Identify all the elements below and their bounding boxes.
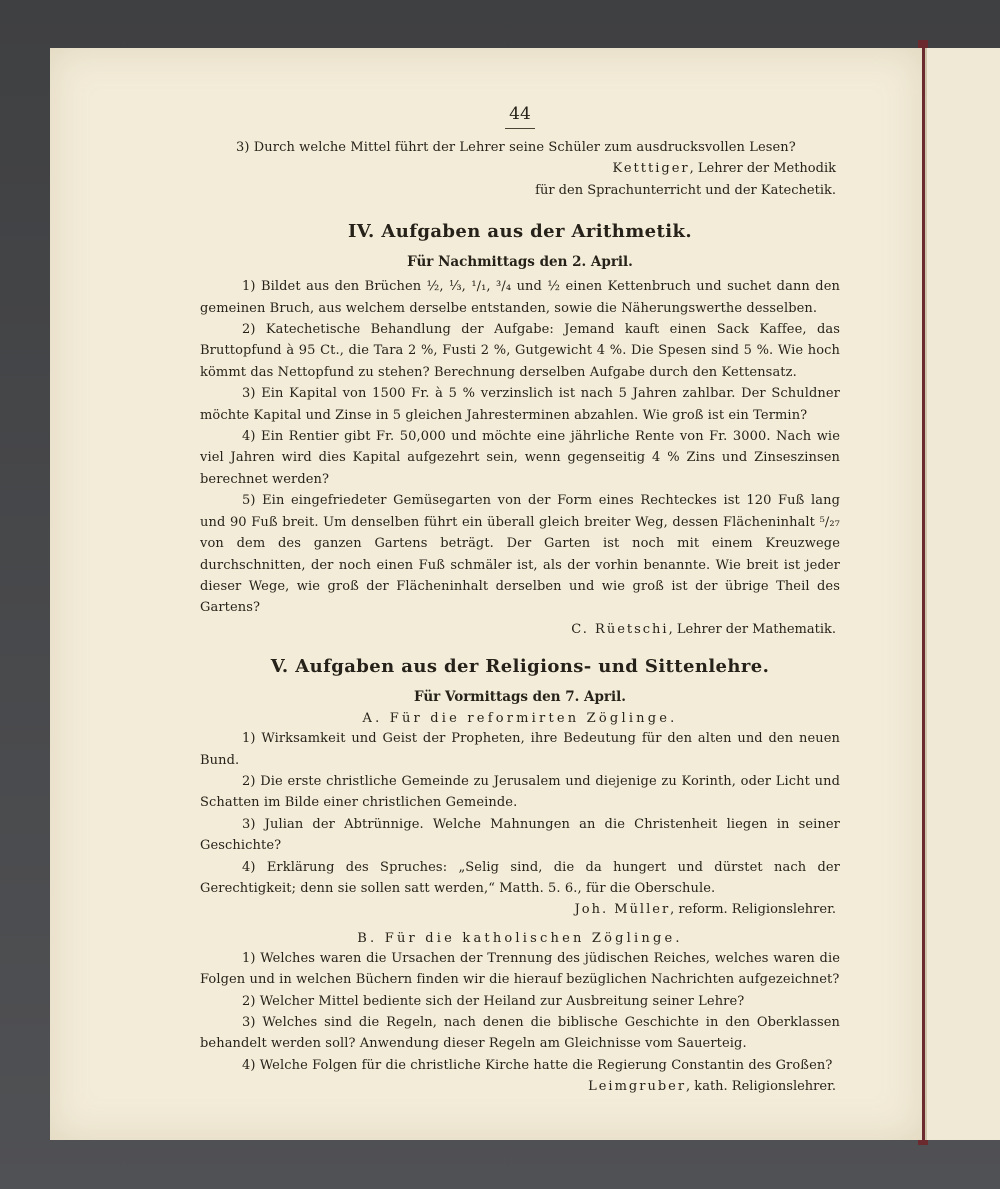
page-number-ornament: [505, 126, 535, 129]
sub-a-title: Für die reformirten Zöglinge.: [389, 711, 678, 727]
section-v-heading: V. Aufgaben aus der Religions- und Sittenlehre.: [270, 656, 770, 678]
author-name: Leimgruber: [588, 1079, 687, 1095]
sub-a-label: A.: [362, 711, 383, 727]
page-content: [200, 104, 840, 1100]
sub-b-heading: [200, 931, 840, 946]
arith-item-2: 2) Katechetische Behandlung der Aufgabe: Jemand kauft einen Sack Kaffee, das Bruttopfund à 95 Ct., die Tara 2 %, Fusti 2 %, Gutgewicht 4 %. Die Spesen sind 5 %. Wie hoch kömmt das Nettopfund zu stehen? Berechnung derselben Aufgabe durch den Kettensatz.: [200, 322, 840, 380]
sub-b-label: B.: [357, 930, 378, 946]
facing-page-edge: [925, 48, 1000, 1140]
rel-a-item-3: 3) Julian der Abtrünnige. Welche Mahnungen an die Christenheit liegen in seiner Geschichte?: [200, 816, 840, 854]
arith-item-4: 4) Ein Rentier gibt Fr. 50,000 und möchte eine jährliche Rente von Fr. 3000. Nach wie viel Jahren wird dies Kapital aufgezehrt sein, wenn gegenseitig 4 % Zins und Zinseszinsen berechnet werden?: [200, 429, 840, 487]
section-iv-session: Für Nachmittags den 2. April.: [407, 254, 633, 271]
page-number: 44: [509, 104, 531, 124]
rel-b-item-2: 2) Welcher Mittel bediente sich der Heiland zur Ausbreitung seiner Lehre?: [242, 993, 745, 1009]
sub-a-author: [200, 899, 840, 920]
author-role: , Lehrer der Mathematik.: [668, 621, 836, 637]
arith-item-3: 3) Ein Kapital von 1500 Fr. à 5 % verzinslich ist nach 5 Jahren zahlbar. Der Schuldner möchte Kapital und Zinse in 5 gleichen Jahresterminen abzahlen. Wie groß ist ein Termin?: [200, 386, 840, 423]
author-name: Ketttiger: [612, 161, 690, 177]
author-name: Joh. Müller: [574, 902, 671, 918]
rel-b-item-3: 3) Welches sind die Regeln, nach denen die biblische Geschichte in den Oberklassen behandelt werden soll? Anwendung dieser Regeln am Gleichnisse vom Sauerteig.: [200, 1015, 840, 1052]
sub-b-author: [200, 1076, 840, 1097]
sub-b-title: Für die katholischen Zöglinge.: [384, 930, 683, 946]
rel-a-item-4: 4) Erklärung des Spruches: „Selig sind, die da hungert und dürstet nach der Gerechtigkeit; denn sie sollen satt werden,“ Matth. 5. 6., für die Oberschule.: [200, 859, 840, 896]
section-iv-author: [200, 619, 840, 640]
top-question-author-role-2: für den Sprachunterricht und der Katechetik.: [535, 182, 836, 198]
author-name: C. Rüetschi: [571, 621, 669, 637]
author-role: , kath. Religionslehrer.: [686, 1079, 836, 1095]
section-v-session: Für Vormittags den 7. April.: [413, 689, 627, 706]
rel-b-item-1: 1) Welches waren die Ursachen der Trennung des jüdischen Reiches, welches waren die Folgen und in welchen Büchern finden wir die hierauf bezüglichen Nachrichten aufgezeichnet?: [200, 950, 840, 988]
book-page: [50, 48, 922, 1140]
top-question: 3) Durch welche Mittel führt der Lehrer seine Schüler zum ausdrucksvollen Lesen?: [236, 140, 796, 155]
section-iv-heading: IV. Aufgaben aus der Arithmetik.: [347, 221, 693, 243]
author-role: , reform. Religionslehrer.: [670, 902, 836, 918]
arith-item-5: 5) Ein eingefriedeter Gemüsegarten von der Form eines Rechteckes ist 120 Fuß lang und 90 Fuß breit. Um denselben führt ein überall gleich breiter Weg, dessen Flächeninhalt ⁵/₂₇ von dem des ganzen Gartens beträgt. Der Garten ist noch mit einem Kreuzwege durchschnitten, der noch einen Fuß schmäler ist, als der vorhin benannte. Wie breit ist jeder dieser Wege, wie groß der Flächeninhalt derselben und wie groß ist der übrige Theil des Gartens?: [200, 493, 840, 616]
sub-a-heading: [200, 711, 840, 726]
top-question-author: [200, 158, 840, 179]
arith-item-1: 1) Bildet aus den Brüchen ½, ⅓, ¹/₁, ³/₄ und ½ einen Kettenbruch und suchet dann den gemeinen Bruch, aus welchem derselbe entstanden, sowie die Näherungswerthe desselben.: [200, 279, 840, 316]
rel-a-item-2: 2) Die erste christliche Gemeinde zu Jerusalem und diejenige zu Korinth, oder Licht und Schatten im Bilde einer christlichen Gemeinde.: [200, 773, 840, 811]
rel-a-item-1: 1) Wirksamkeit und Geist der Propheten, ihre Bedeutung für den alten und den neuen Bund.: [200, 731, 840, 768]
author-role: , Lehrer der Methodik: [689, 161, 836, 177]
rel-b-item-4: 4) Welche Folgen für die christliche Kirche hatte die Regierung Constantin des Großen?: [242, 1057, 833, 1073]
